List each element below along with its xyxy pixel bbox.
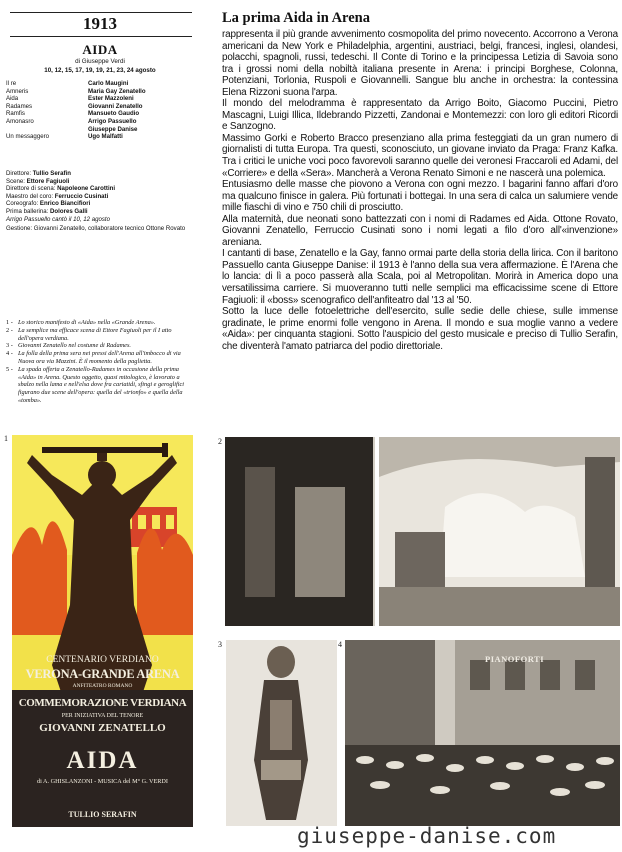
composer-line: di Giuseppe Verdi	[75, 58, 125, 65]
image-number-3: 3	[218, 640, 222, 649]
cast-role: Ramfis	[6, 110, 25, 118]
article-paragraph: Il mondo del melodramma è rappresentato da Arrigo Boito, Giacomo Puccini, Pietro Mascagni, Luigi Illica, Ildebrando Pizzetti, Zandonai e Montemezzi: con loro gli editori Ricordi e Sanzogno.	[222, 98, 618, 133]
credit-label: Coreografo:	[6, 200, 40, 208]
production-credits	[6, 170, 198, 233]
caption-number: 2 -	[6, 326, 13, 334]
image-number-2: 2	[218, 437, 222, 446]
caption-number: 4 -	[6, 350, 13, 358]
cast-role: Amneris	[6, 87, 29, 95]
footer-site-url: giuseppe-danise.com	[297, 824, 557, 848]
caption-item	[6, 319, 196, 327]
top-rule	[10, 12, 192, 13]
radames-illustration	[226, 640, 337, 826]
performance-dates: 10, 12, 15, 17, 19, 19, 21, 23, 24 agosto	[44, 67, 156, 74]
year-heading: 1913	[83, 14, 117, 33]
article-headline: La prima Aida in Arena	[222, 10, 370, 26]
caption-number: 3 -	[6, 342, 13, 350]
stage-set-photo	[225, 437, 620, 626]
caption-item	[6, 342, 196, 350]
image-number-4: 4	[338, 640, 342, 649]
article-paragraph: Entusiasmo delle masse che piovono a Verona con ogni mezzo. I bagarini fanno affari d'oro ma qualcuno finisce in galera. Più fortunati i bottegai. In una sera di calca un salumiere vende mille fiaschi di vino e 750 chili di prosciutto.	[222, 179, 618, 214]
cast-singer: Ugo Malfatti	[88, 133, 123, 141]
credit-label: Maestro del coro:	[6, 192, 55, 200]
credit-label: Scene:	[6, 177, 27, 185]
cast-singer: Arrigo Passuello	[88, 117, 137, 125]
poster-line-6: GIOVANNI ZENATELLO	[39, 722, 166, 734]
article-paragraph: Alla maternità, due neonati sono battezzati con i nomi di Radames ed Aida. Ottone Rovato, Giovanni Zenatello, Ferruccio Cusinati sono i nomi legati a filo d'oro all'«invenzione» areniana.	[222, 213, 618, 248]
poster-line-1: CENTENARIO VERDIANO	[46, 655, 159, 665]
aida-poster-image	[12, 435, 193, 827]
caption-text: La semplice ma efficace scena di Ettore Fagiuoli per il I atto dell'opera verdiana.	[18, 326, 172, 342]
cast-singer: Ester Mazzoleni	[88, 95, 134, 103]
cast-row	[6, 80, 196, 88]
crowd-street-photo	[345, 640, 620, 826]
article-paragraph: Massimo Gorki e Roberto Bracco presenziano alla prima festeggiati da un gran numero di giornalisti di tutta Europa. Tra questi, sconosciuto, un giovane inviato da Praga: Franz Kafka. Tra i critici le uniche voci poco favorevoli saranno quelle dei veronesi Fraccaroli ed Adami, del «Corriere» e della «Sera». Mancherà a Verona Renato Simoni e ne nascerà una polemica.	[222, 132, 618, 179]
credit-line	[6, 185, 198, 193]
caption-item	[6, 327, 196, 343]
article-body	[222, 29, 618, 352]
poster-line-5: PER INIZIATIVA DEL TENORE	[61, 713, 144, 719]
cast-singer: Giovanni Zenatello	[88, 102, 143, 110]
cast-singer: Mansueto Gaudio	[88, 110, 140, 118]
cast-row	[6, 118, 196, 126]
cast-row	[6, 126, 196, 134]
poster-line-4: COMMEMORAZIONE VERDIANA	[18, 697, 187, 709]
credit-line	[6, 208, 198, 216]
caption-text: Lo storico manifesto di «Aida» nella «Grande Arena».	[18, 319, 156, 326]
cast-row	[6, 95, 196, 103]
caption-item	[6, 350, 196, 366]
credit-label: Prima ballerina:	[6, 207, 51, 215]
credit-label: Direttore:	[6, 170, 33, 177]
cast-role: Il re	[6, 80, 17, 87]
credit-line	[6, 170, 198, 178]
article-paragraph: Sotto la luce delle fotoelettriche dell'esercito, sulle sedie delle chiese, sulle immense gradinate, le prime enormi folle vengono in Arena. Il mondo e sua moglie vanno a vedere «Aida»: per cinquanta stagioni. Sotto l'auspicio del gesto musicale e preciso di Tullio Serafin, che diventerà l'amato patriarca del podio direttoriale.	[222, 306, 618, 352]
opera-title: AIDA	[82, 42, 118, 57]
cast-row	[6, 110, 196, 118]
poster-line-3: ANFITEATRO ROMANO	[72, 683, 133, 689]
credit-value: Enrico Biancifiori	[39, 200, 91, 208]
zenatello-costume-photo	[226, 640, 337, 826]
year-rule	[10, 36, 192, 37]
cast-role: Radames	[6, 102, 33, 110]
poster-line-2: VERONA-GRANDE ARENA	[25, 667, 180, 681]
credit-value: Napoleone Carottini	[57, 185, 116, 193]
credit-label: Direttore di scena:	[6, 185, 58, 193]
poster-line-9: TULLIO SERAFIN	[68, 810, 137, 819]
cast-singer: Giuseppe Danise	[88, 125, 138, 133]
cast-row	[6, 103, 196, 111]
cast-singer: Maria Gay Zenatello	[88, 87, 146, 95]
credit-line	[6, 200, 198, 208]
caption-number: 5 -	[6, 365, 13, 373]
image-number-1: 1	[4, 434, 8, 443]
credit-value: Tullio Serafin	[32, 170, 71, 177]
article-paragraph: rappresenta il più grande avvenimento cosmopolita del primo novecento. Accorrono a Verona americani da New York e Philadelphia, argentini, austriaci, belgi, francesi, inglesi, olandesi, polacchi, spagnoli, russi, tedeschi. Il Conte di Torino e la principessa Letizia di Savoia sono tra i grossi nomi della nobiltà italiana presente in Arena: i principi Borghese, Colonna, Potenziani, Torlonia, Ruspoli e Giovannelli. Sangue blu anche in orchestra: la contessina Elena Rizzoni suona l'arpa.	[222, 29, 618, 98]
caption-item	[6, 366, 196, 405]
cast-role: Amonasro	[6, 117, 34, 125]
caption-list	[6, 319, 196, 405]
caption-text: La spada offerta a Zenatello-Radames in occasione della prima «Aida» in Arena. Questo oggetto, quasi mitologico, è lavorato a sbalzo nella lama e nell'elsa dove fra cariatidi, sfingi e geroglifici figurano due scene dell'opera: quella del «trionfo» e quella della «tomba».	[18, 365, 185, 404]
cast-role: Un messaggero	[6, 133, 50, 141]
passuello-note: Arrigo Passuello cantò il 10, 12 agosto	[6, 215, 110, 223]
article-paragraph: I cantanti di base, Zenatello e la Gay, fanno ormai parte della storia della lirica. Con il baritono Passuello canta Giuseppe Danise: il 1913 è l'anno della sua vera affermazione. È l'Arena che lo lancia: di lì a poco passerà alla Scala, poi al Metropolitan. Morirà in America dopo una versatilissima carriere. Si muoveranno tutti nelle semplici ma efficacissime scene di Ettore Fagiuoli: il «boss» scenografico dell'anfiteatro dal '13 al '50.	[222, 248, 618, 306]
cast-row	[6, 88, 196, 96]
credit-value: Dolores Galli	[50, 207, 88, 215]
caption-text: La folla della prima sera nei pressi dell'Arena all'imbocco di via Nuova ora via Mazzini. È il momento della paglietta.	[18, 350, 181, 365]
poster-line-8: di A. GHISLANZONI - MUSICA del M° G. VERDI	[37, 778, 168, 785]
cast-list	[6, 80, 196, 141]
stage-set-illustration	[225, 437, 620, 626]
cast-role	[6, 126, 88, 134]
credit-line	[6, 178, 198, 186]
poster-line-7: AIDA	[66, 747, 139, 774]
shop-sign-text: PIANOFORTI	[485, 654, 545, 664]
credit-value: Ferruccio Cusinati	[54, 192, 109, 200]
caption-text: Giovanni Zenatello nel costume di Radames.	[18, 342, 131, 350]
cast-row	[6, 133, 196, 141]
cast-singer: Carlo Maugini	[88, 80, 129, 87]
gestione-note: Gestione: Giovanni Zenatello, collaboratore tecnico Ottone Rovato	[6, 225, 186, 233]
credit-value: Ettore Fagiuoli	[26, 177, 70, 185]
crowd-illustration	[345, 640, 620, 826]
caption-number: 1 -	[6, 319, 13, 326]
credit-line	[6, 193, 198, 201]
cast-role: Aida	[6, 95, 19, 103]
